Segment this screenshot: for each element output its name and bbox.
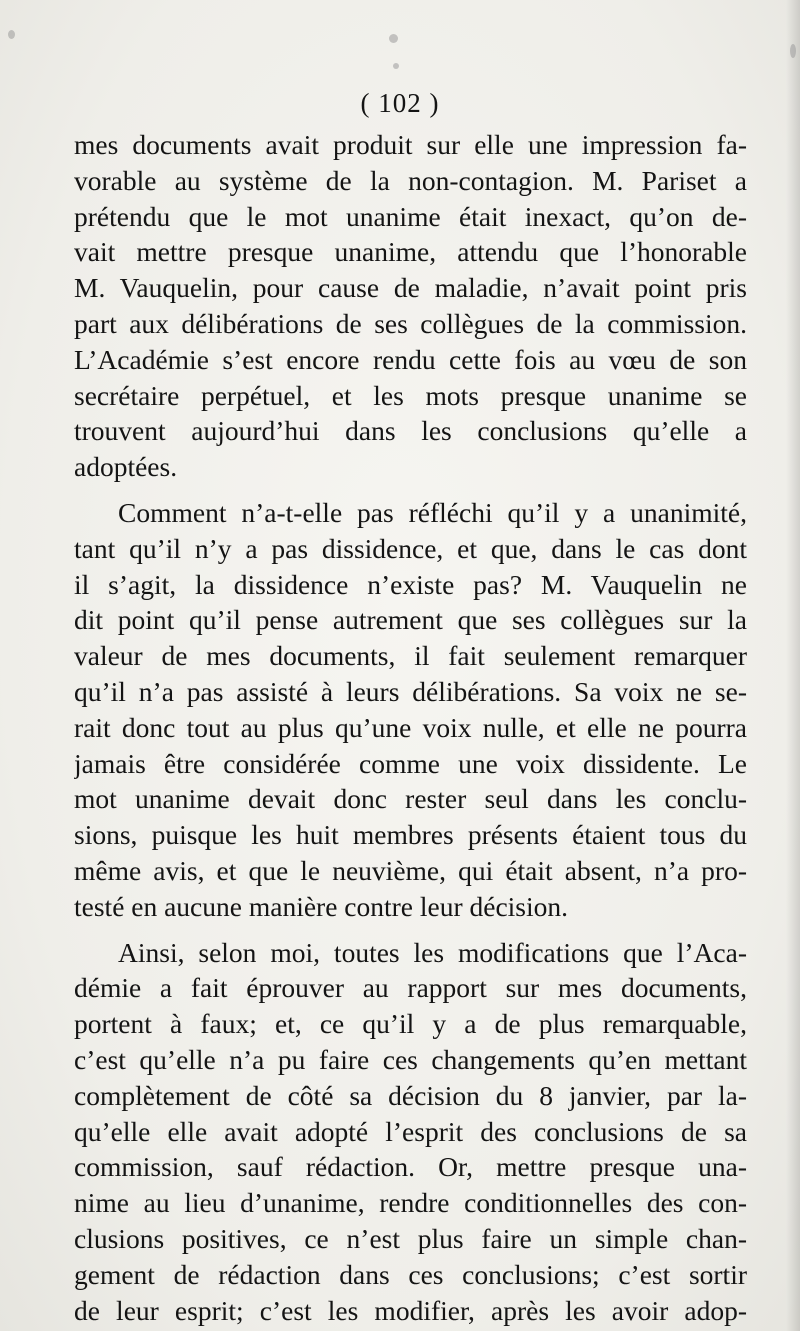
- text-line: commission, sauf rédaction. Or, mettre presque una-: [74, 1151, 747, 1183]
- text-line: part aux délibérations de ses collègues de la commission.: [74, 307, 747, 339]
- text-line: de leur esprit; c’est les modifier, après les avoir adop-: [74, 1294, 747, 1326]
- paragraph-gap: [74, 485, 747, 495]
- text-line: Ainsi, selon moi, toutes les modifications que l’Aca-: [118, 936, 747, 968]
- page-edge-shadow: [786, 0, 800, 1331]
- text-line: trouvent aujourd’hui dans les conclusions qu’elle a: [74, 415, 747, 447]
- print-speck: [790, 44, 796, 58]
- print-speck: [8, 30, 15, 39]
- text-line: même avis, et que le neuvième, qui était absent, n’a pro-: [74, 854, 747, 886]
- text-line: adoptées.: [74, 451, 178, 483]
- text-line: démie a fait éprouver au rapport sur mes documents,: [74, 972, 747, 1004]
- text-line: sions, puisque les huit membres présents étaient tous du: [74, 819, 747, 851]
- text-line: secrétaire perpétuel, et les mots presque unanime se: [74, 379, 747, 411]
- text-line: qu’il n’a pas assisté à leurs délibérations. Sa voix ne se-: [74, 675, 747, 707]
- text-line: mot unanime devait donc rester seul dans les conclu-: [74, 783, 747, 815]
- text-line: L’Académie s’est encore rendu cette fois au vœu de son: [74, 343, 747, 375]
- text-line: dit point qu’il pense autrement que ses collègues sur la: [74, 604, 747, 636]
- page-number: ( 102 ): [360, 88, 440, 118]
- text-line: prétendu que le mot unanime était inexact, qu’on de-: [74, 200, 747, 232]
- text-line: clusions positives, ce n’est plus faire un simple chan-: [74, 1222, 747, 1254]
- text-line: portent à faux; et, ce qu’il y a de plus remarquable,: [74, 1008, 747, 1040]
- print-speck: [389, 34, 398, 43]
- text-line: qu’elle elle avait adopté l’esprit des conclusions de sa: [74, 1115, 747, 1147]
- text-line: il s’agit, la dissidence n’existe pas? M. Vauquelin ne: [74, 568, 747, 600]
- text-line: vorable au système de la non-contagion. M. Pariset a: [74, 164, 747, 196]
- text-line: nime au lieu d’unanime, rendre conditionnelles des con-: [74, 1187, 747, 1219]
- text-line: rait donc tout au plus qu’une voix nulle, et elle ne pourra: [74, 711, 747, 743]
- print-speck: [393, 63, 399, 69]
- text-line: complètement de côté sa décision du 8 janvier, par la-: [74, 1079, 747, 1111]
- text-line: testé en aucune manière contre leur décision.: [74, 890, 569, 922]
- text-line: tant qu’il n’y a pas dissidence, et que, dans le cas dont: [74, 532, 747, 564]
- text-line: jamais être considérée comme une voix dissidente. Le: [74, 747, 747, 779]
- text-line: valeur de mes documents, il fait seulement remarquer: [74, 640, 747, 672]
- body-text: [74, 127, 747, 1328]
- text-line: vait mettre presque unanime, attendu que l’honorable: [74, 236, 747, 268]
- text-line: M. Vauquelin, pour cause de maladie, n’avait point pris: [74, 272, 747, 304]
- paragraph-gap: [74, 925, 747, 935]
- text-line: gement de rédaction dans ces conclusions; c’est sortir: [74, 1258, 747, 1290]
- text-line: mes documents avait produit sur elle une impression fa-: [74, 129, 747, 160]
- text-line: Comment n’a-t-elle pas réfléchi qu’il y a unanimité,: [118, 496, 747, 528]
- text-line: c’est qu’elle n’a pu faire ces changements qu’en mettant: [74, 1043, 747, 1075]
